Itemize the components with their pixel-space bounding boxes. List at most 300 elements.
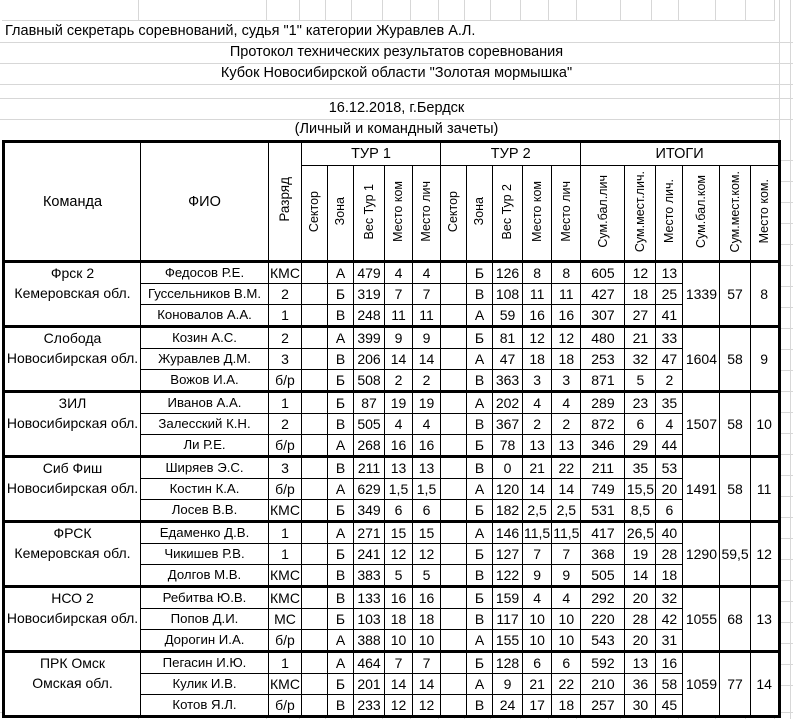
cell-teamplace-t2[interactable]: 11 [523, 284, 552, 305]
cell-place-pers[interactable]: 45 [656, 695, 683, 717]
header-sum-points-pers[interactable] [581, 166, 625, 262]
cell-team-sum-places[interactable]: 58 [720, 457, 750, 522]
cell-sector-t2[interactable] [441, 695, 467, 717]
cell-zone-t1[interactable]: А [328, 479, 354, 500]
cell-teamplace-t1[interactable]: 14 [385, 674, 413, 695]
header-sector-t1[interactable] [302, 166, 328, 262]
cell-persplace-t2[interactable]: 10 [552, 609, 581, 630]
cell-teamplace-t2[interactable]: 21 [523, 674, 552, 695]
cell-zone-t2[interactable]: В [467, 414, 493, 435]
cell-weight-t2[interactable]: 128 [493, 652, 523, 674]
cell-persplace-t2[interactable]: 11,5 [552, 522, 581, 544]
cell-weight-t1[interactable]: 508 [354, 370, 385, 392]
cell-sector-t2[interactable] [441, 479, 467, 500]
cell-weight-t2[interactable]: 117 [493, 609, 523, 630]
cell-zone-t1[interactable]: А [328, 435, 354, 457]
cell-persplace-t1[interactable]: 16 [413, 587, 441, 609]
team-cell[interactable] [4, 262, 141, 327]
cell-teamplace-t2[interactable]: 13 [523, 435, 552, 457]
cell-teamplace-t2[interactable]: 4 [523, 392, 552, 414]
cell-sector-t1[interactable] [302, 327, 328, 349]
cell-weight-t1[interactable]: 233 [354, 695, 385, 717]
cell-weight-t2[interactable]: 363 [493, 370, 523, 392]
cell-rank[interactable]: 2 [269, 327, 302, 349]
cell-sector-t1[interactable] [302, 609, 328, 630]
cell-rank[interactable]: 3 [269, 349, 302, 370]
cell-weight-t1[interactable]: 349 [354, 500, 385, 522]
cell-weight-t1[interactable]: 629 [354, 479, 385, 500]
cell-place-pers[interactable]: 33 [656, 327, 683, 349]
cell-persplace-t2[interactable]: 11 [552, 284, 581, 305]
header-rank[interactable] [269, 142, 302, 262]
cell-sum-places-pers[interactable]: 27 [625, 305, 656, 327]
cell-weight-t1[interactable]: 505 [354, 414, 385, 435]
cell-rank[interactable]: 1 [269, 652, 302, 674]
cell-sector-t2[interactable] [441, 630, 467, 652]
cell-fio[interactable]: Лосев В.В. [141, 500, 269, 522]
cell-place-pers[interactable]: 44 [656, 435, 683, 457]
cell-sector-t1[interactable] [302, 392, 328, 414]
cell-sum-points-pers[interactable]: 289 [581, 392, 625, 414]
cell-weight-t1[interactable]: 399 [354, 327, 385, 349]
cell-sum-places-pers[interactable]: 35 [625, 457, 656, 479]
cell-sum-points-pers[interactable]: 872 [581, 414, 625, 435]
cell-team-sum-places[interactable]: 58 [720, 327, 750, 392]
cell-team-sum-places[interactable]: 77 [720, 652, 750, 717]
cell-sum-places-pers[interactable]: 19 [625, 544, 656, 565]
cell-sector-t1[interactable] [302, 587, 328, 609]
cell-fio[interactable]: Пегасин И.Ю. [141, 652, 269, 674]
cell-sum-points-pers[interactable]: 592 [581, 652, 625, 674]
cell-sector-t2[interactable] [441, 262, 467, 284]
cell-weight-t1[interactable]: 271 [354, 522, 385, 544]
cell-team-place[interactable]: 12 [750, 522, 779, 587]
cell-weight-t2[interactable]: 59 [493, 305, 523, 327]
cell-zone-t2[interactable]: В [467, 370, 493, 392]
cell-teamplace-t1[interactable]: 4 [385, 414, 413, 435]
cell-teamplace-t1[interactable]: 13 [385, 457, 413, 479]
cell-weight-t1[interactable]: 133 [354, 587, 385, 609]
cell-teamplace-t1[interactable]: 4 [385, 262, 413, 284]
cell-persplace-t1[interactable]: 4 [413, 262, 441, 284]
cell-place-pers[interactable]: 41 [656, 305, 683, 327]
cell-team-sum-places[interactable]: 59,5 [720, 522, 750, 587]
cell-teamplace-t1[interactable]: 16 [385, 587, 413, 609]
cell-persplace-t1[interactable]: 12 [413, 544, 441, 565]
cell-sum-points-pers[interactable]: 257 [581, 695, 625, 717]
cell-zone-t1[interactable]: В [328, 349, 354, 370]
cell-zone-t1[interactable]: Б [328, 370, 354, 392]
cell-teamplace-t1[interactable]: 7 [385, 284, 413, 305]
header-weight-t2[interactable] [493, 166, 523, 262]
cell-rank[interactable]: б/р [269, 695, 302, 717]
header-sum-places-team[interactable] [720, 166, 750, 262]
cell-teamplace-t2[interactable]: 2 [523, 414, 552, 435]
cell-persplace-t1[interactable]: 16 [413, 435, 441, 457]
cell-persplace-t1[interactable]: 4 [413, 414, 441, 435]
cell-sector-t2[interactable] [441, 609, 467, 630]
cell-teamplace-t1[interactable]: 6 [385, 500, 413, 522]
cell-zone-t1[interactable]: Б [328, 284, 354, 305]
cell-place-pers[interactable]: 13 [656, 262, 683, 284]
cell-zone-t2[interactable]: А [467, 674, 493, 695]
cell-persplace-t2[interactable]: 14 [552, 479, 581, 500]
cell-persplace-t2[interactable]: 2,5 [552, 500, 581, 522]
cell-weight-t2[interactable]: 122 [493, 565, 523, 587]
cell-persplace-t2[interactable]: 6 [552, 652, 581, 674]
cell-zone-t1[interactable]: В [328, 457, 354, 479]
cell-teamplace-t2[interactable]: 12 [523, 327, 552, 349]
cell-weight-t2[interactable]: 78 [493, 435, 523, 457]
cell-sum-points-pers[interactable]: 346 [581, 435, 625, 457]
header-teamplace-t1[interactable] [385, 166, 413, 262]
cell-weight-t1[interactable]: 248 [354, 305, 385, 327]
cell-team-place[interactable]: 9 [750, 327, 779, 392]
cell-persplace-t2[interactable]: 7 [552, 544, 581, 565]
cell-persplace-t1[interactable]: 10 [413, 630, 441, 652]
cell-rank[interactable]: 1 [269, 544, 302, 565]
cell-team-sum-points[interactable]: 1055 [683, 587, 720, 652]
cell-rank[interactable]: 2 [269, 284, 302, 305]
cell-sum-points-pers[interactable]: 427 [581, 284, 625, 305]
cell-persplace-t2[interactable]: 12 [552, 327, 581, 349]
cell-team-sum-points[interactable]: 1059 [683, 652, 720, 717]
cell-teamplace-t1[interactable]: 5 [385, 565, 413, 587]
cell-zone-t2[interactable]: А [467, 349, 493, 370]
cell-sum-points-pers[interactable]: 307 [581, 305, 625, 327]
cell-weight-t1[interactable]: 479 [354, 262, 385, 284]
cell-persplace-t2[interactable]: 9 [552, 565, 581, 587]
cell-place-pers[interactable]: 31 [656, 630, 683, 652]
cell-fio[interactable]: Долгов М.В. [141, 565, 269, 587]
cell-fio[interactable]: Попов Д.И. [141, 609, 269, 630]
cell-weight-t1[interactable]: 211 [354, 457, 385, 479]
cell-zone-t2[interactable]: А [467, 392, 493, 414]
header-teamplace-t2[interactable] [523, 166, 552, 262]
cell-team-sum-points[interactable]: 1491 [683, 457, 720, 522]
header-sum-places-pers[interactable] [625, 166, 656, 262]
cell-persplace-t2[interactable]: 10 [552, 630, 581, 652]
cell-rank[interactable]: МС [269, 609, 302, 630]
cell-persplace-t1[interactable]: 19 [413, 392, 441, 414]
cell-persplace-t1[interactable]: 1,5 [413, 479, 441, 500]
cell-sum-places-pers[interactable]: 20 [625, 587, 656, 609]
cell-rank[interactable]: б/р [269, 630, 302, 652]
cell-zone-t1[interactable]: Б [328, 392, 354, 414]
cell-weight-t2[interactable]: 24 [493, 695, 523, 717]
cell-persplace-t2[interactable]: 13 [552, 435, 581, 457]
cell-rank[interactable]: б/р [269, 370, 302, 392]
cell-fio[interactable]: Едаменко Д.В. [141, 522, 269, 544]
cell-zone-t1[interactable]: А [328, 262, 354, 284]
cell-sector-t2[interactable] [441, 565, 467, 587]
cell-weight-t1[interactable]: 241 [354, 544, 385, 565]
cell-team-place[interactable]: 11 [750, 457, 779, 522]
cell-fio[interactable]: Костин К.А. [141, 479, 269, 500]
cell-teamplace-t1[interactable]: 14 [385, 349, 413, 370]
cell-sector-t2[interactable] [441, 284, 467, 305]
cell-rank[interactable]: б/р [269, 435, 302, 457]
cell-fio[interactable]: Ширяев Э.С. [141, 457, 269, 479]
cell-weight-t2[interactable]: 182 [493, 500, 523, 522]
cell-rank[interactable]: 2 [269, 414, 302, 435]
cell-rank[interactable]: КМС [269, 565, 302, 587]
header-persplace-t2[interactable] [552, 166, 581, 262]
cell-rank[interactable]: КМС [269, 674, 302, 695]
cell-teamplace-t1[interactable]: 9 [385, 327, 413, 349]
cell-teamplace-t2[interactable]: 18 [523, 349, 552, 370]
cell-fio[interactable]: Козин А.С. [141, 327, 269, 349]
cell-persplace-t1[interactable]: 12 [413, 695, 441, 717]
cell-persplace-t1[interactable]: 7 [413, 652, 441, 674]
cell-sector-t2[interactable] [441, 349, 467, 370]
cell-weight-t2[interactable]: 120 [493, 479, 523, 500]
header-team[interactable]: Команда [4, 142, 141, 262]
cell-sum-places-pers[interactable]: 12 [625, 262, 656, 284]
cell-fio[interactable]: Залесский К.Н. [141, 414, 269, 435]
cell-place-pers[interactable]: 32 [656, 587, 683, 609]
cell-persplace-t1[interactable]: 9 [413, 327, 441, 349]
cell-sum-points-pers[interactable]: 543 [581, 630, 625, 652]
header-sector-t2[interactable] [441, 166, 467, 262]
cell-zone-t1[interactable]: В [328, 305, 354, 327]
cell-teamplace-t2[interactable]: 4 [523, 587, 552, 609]
cell-sector-t1[interactable] [302, 479, 328, 500]
cell-sector-t2[interactable] [441, 522, 467, 544]
header-persplace-t1[interactable] [413, 166, 441, 262]
cell-teamplace-t1[interactable]: 10 [385, 630, 413, 652]
cell-sector-t2[interactable] [441, 370, 467, 392]
cell-sum-points-pers[interactable]: 253 [581, 349, 625, 370]
cell-fio[interactable]: Коновалов А.А. [141, 305, 269, 327]
cell-place-pers[interactable]: 16 [656, 652, 683, 674]
header-tour1-group[interactable]: ТУР 1 [302, 142, 441, 166]
cell-zone-t2[interactable]: Б [467, 435, 493, 457]
cell-sum-places-pers[interactable]: 23 [625, 392, 656, 414]
cell-place-pers[interactable]: 47 [656, 349, 683, 370]
cell-rank[interactable]: 3 [269, 457, 302, 479]
cell-persplace-t2[interactable]: 16 [552, 305, 581, 327]
cell-zone-t1[interactable]: А [328, 522, 354, 544]
cell-sector-t2[interactable] [441, 457, 467, 479]
cell-sum-places-pers[interactable]: 14 [625, 565, 656, 587]
cell-weight-t2[interactable]: 81 [493, 327, 523, 349]
cell-fio[interactable]: Вожов И.А. [141, 370, 269, 392]
cell-sum-places-pers[interactable]: 20 [625, 630, 656, 652]
cell-persplace-t2[interactable]: 22 [552, 457, 581, 479]
cell-teamplace-t1[interactable]: 2 [385, 370, 413, 392]
cell-persplace-t2[interactable]: 3 [552, 370, 581, 392]
cell-persplace-t1[interactable]: 5 [413, 565, 441, 587]
cell-sum-places-pers[interactable]: 21 [625, 327, 656, 349]
cell-persplace-t2[interactable]: 18 [552, 349, 581, 370]
cell-zone-t2[interactable]: Б [467, 262, 493, 284]
cell-fio[interactable]: Федосов Р.Е. [141, 262, 269, 284]
cell-sum-points-pers[interactable]: 480 [581, 327, 625, 349]
cell-weight-t1[interactable]: 268 [354, 435, 385, 457]
cell-teamplace-t1[interactable]: 16 [385, 435, 413, 457]
cell-team-sum-places[interactable]: 58 [720, 392, 750, 457]
cell-sector-t2[interactable] [441, 587, 467, 609]
cell-zone-t1[interactable]: Б [328, 609, 354, 630]
cell-sum-places-pers[interactable]: 13 [625, 652, 656, 674]
header-place-team[interactable] [750, 166, 779, 262]
cell-sector-t1[interactable] [302, 500, 328, 522]
cell-persplace-t1[interactable]: 18 [413, 609, 441, 630]
cell-sum-points-pers[interactable]: 749 [581, 479, 625, 500]
cell-zone-t2[interactable]: А [467, 479, 493, 500]
cell-persplace-t1[interactable]: 15 [413, 522, 441, 544]
cell-persplace-t1[interactable]: 6 [413, 500, 441, 522]
cell-place-pers[interactable]: 40 [656, 522, 683, 544]
cell-fio[interactable]: Гуссельников В.М. [141, 284, 269, 305]
cell-weight-t2[interactable]: 155 [493, 630, 523, 652]
cell-teamplace-t2[interactable]: 16 [523, 305, 552, 327]
team-cell[interactable] [4, 457, 141, 522]
cell-teamplace-t1[interactable]: 1,5 [385, 479, 413, 500]
cell-fio[interactable]: Кулик И.В. [141, 674, 269, 695]
cell-zone-t1[interactable]: Б [328, 674, 354, 695]
cell-weight-t1[interactable]: 388 [354, 630, 385, 652]
cell-zone-t1[interactable]: А [328, 652, 354, 674]
cell-sum-points-pers[interactable]: 605 [581, 262, 625, 284]
cell-zone-t2[interactable]: А [467, 305, 493, 327]
cell-place-pers[interactable]: 35 [656, 392, 683, 414]
cell-place-pers[interactable]: 2 [656, 370, 683, 392]
cell-sum-points-pers[interactable]: 368 [581, 544, 625, 565]
cell-team-place[interactable]: 13 [750, 587, 779, 652]
cell-teamplace-t2[interactable]: 7 [523, 544, 552, 565]
cell-sector-t2[interactable] [441, 305, 467, 327]
cell-team-place[interactable]: 10 [750, 392, 779, 457]
cell-place-pers[interactable]: 58 [656, 674, 683, 695]
cell-sector-t2[interactable] [441, 435, 467, 457]
cell-sum-points-pers[interactable]: 211 [581, 457, 625, 479]
cell-rank[interactable]: КМС [269, 262, 302, 284]
cell-sum-places-pers[interactable]: 8,5 [625, 500, 656, 522]
team-cell[interactable] [4, 327, 141, 392]
cell-teamplace-t1[interactable]: 18 [385, 609, 413, 630]
cell-zone-t1[interactable]: В [328, 587, 354, 609]
cell-fio[interactable]: Ли Р.Е. [141, 435, 269, 457]
cell-team-place[interactable]: 14 [750, 652, 779, 717]
cell-sector-t1[interactable] [302, 305, 328, 327]
cell-sector-t1[interactable] [302, 695, 328, 717]
cell-weight-t2[interactable]: 108 [493, 284, 523, 305]
cell-persplace-t1[interactable]: 14 [413, 349, 441, 370]
cell-rank[interactable]: б/р [269, 479, 302, 500]
cell-rank[interactable]: КМС [269, 500, 302, 522]
cell-persplace-t2[interactable]: 2 [552, 414, 581, 435]
cell-zone-t2[interactable]: В [467, 457, 493, 479]
cell-sum-places-pers[interactable]: 30 [625, 695, 656, 717]
cell-sector-t2[interactable] [441, 544, 467, 565]
cell-teamplace-t2[interactable]: 11,5 [523, 522, 552, 544]
cell-sector-t1[interactable] [302, 414, 328, 435]
cell-fio[interactable]: Котов Я.Л. [141, 695, 269, 717]
cell-persplace-t1[interactable]: 2 [413, 370, 441, 392]
cell-team-sum-points[interactable]: 1290 [683, 522, 720, 587]
cell-place-pers[interactable]: 25 [656, 284, 683, 305]
cell-teamplace-t2[interactable]: 17 [523, 695, 552, 717]
cell-zone-t1[interactable]: В [328, 414, 354, 435]
cell-sector-t2[interactable] [441, 414, 467, 435]
cell-teamplace-t2[interactable]: 10 [523, 609, 552, 630]
header-sum-points-team[interactable] [683, 166, 720, 262]
team-cell[interactable] [4, 392, 141, 457]
cell-sector-t1[interactable] [302, 370, 328, 392]
cell-place-pers[interactable]: 42 [656, 609, 683, 630]
cell-teamplace-t1[interactable]: 11 [385, 305, 413, 327]
cell-persplace-t2[interactable]: 4 [552, 392, 581, 414]
cell-rank[interactable]: 1 [269, 522, 302, 544]
cell-weight-t2[interactable]: 127 [493, 544, 523, 565]
header-totals-group[interactable]: ИТОГИ [581, 142, 779, 166]
cell-sum-places-pers[interactable]: 5 [625, 370, 656, 392]
cell-place-pers[interactable]: 6 [656, 500, 683, 522]
cell-zone-t2[interactable]: В [467, 695, 493, 717]
cell-teamplace-t2[interactable]: 21 [523, 457, 552, 479]
cell-weight-t2[interactable]: 47 [493, 349, 523, 370]
cell-weight-t1[interactable]: 464 [354, 652, 385, 674]
cell-place-pers[interactable]: 18 [656, 565, 683, 587]
cell-persplace-t1[interactable]: 11 [413, 305, 441, 327]
header-place-pers[interactable] [656, 166, 683, 262]
cell-sum-points-pers[interactable]: 417 [581, 522, 625, 544]
cell-place-pers[interactable]: 53 [656, 457, 683, 479]
cell-sum-points-pers[interactable]: 210 [581, 674, 625, 695]
cell-weight-t2[interactable]: 9 [493, 674, 523, 695]
cell-sector-t2[interactable] [441, 392, 467, 414]
team-cell[interactable] [4, 522, 141, 587]
cell-teamplace-t2[interactable]: 9 [523, 565, 552, 587]
cell-zone-t2[interactable]: Б [467, 587, 493, 609]
cell-sector-t2[interactable] [441, 674, 467, 695]
cell-teamplace-t1[interactable]: 12 [385, 695, 413, 717]
header-fio[interactable]: ФИО [141, 142, 269, 262]
cell-weight-t1[interactable]: 206 [354, 349, 385, 370]
cell-teamplace-t2[interactable]: 14 [523, 479, 552, 500]
header-tour2-group[interactable]: ТУР 2 [441, 142, 581, 166]
cell-teamplace-t2[interactable]: 6 [523, 652, 552, 674]
cell-teamplace-t2[interactable]: 8 [523, 262, 552, 284]
cell-zone-t1[interactable]: В [328, 565, 354, 587]
cell-weight-t2[interactable]: 126 [493, 262, 523, 284]
cell-sector-t1[interactable] [302, 652, 328, 674]
cell-sum-points-pers[interactable]: 505 [581, 565, 625, 587]
cell-sum-places-pers[interactable]: 18 [625, 284, 656, 305]
cell-fio[interactable]: Иванов А.А. [141, 392, 269, 414]
cell-persplace-t2[interactable]: 18 [552, 695, 581, 717]
cell-rank[interactable]: 1 [269, 392, 302, 414]
cell-team-sum-places[interactable]: 57 [720, 262, 750, 327]
cell-zone-t1[interactable]: Б [328, 544, 354, 565]
cell-team-sum-points[interactable]: 1604 [683, 327, 720, 392]
cell-teamplace-t2[interactable]: 3 [523, 370, 552, 392]
cell-weight-t2[interactable]: 159 [493, 587, 523, 609]
cell-zone-t1[interactable]: В [328, 695, 354, 717]
cell-zone-t2[interactable]: Б [467, 544, 493, 565]
cell-sector-t1[interactable] [302, 284, 328, 305]
header-zone-t2[interactable] [467, 166, 493, 262]
cell-sector-t1[interactable] [302, 435, 328, 457]
cell-sum-places-pers[interactable]: 26,5 [625, 522, 656, 544]
cell-persplace-t2[interactable]: 22 [552, 674, 581, 695]
cell-sector-t1[interactable] [302, 674, 328, 695]
cell-zone-t2[interactable]: В [467, 565, 493, 587]
cell-zone-t2[interactable]: В [467, 284, 493, 305]
cell-sum-points-pers[interactable]: 871 [581, 370, 625, 392]
